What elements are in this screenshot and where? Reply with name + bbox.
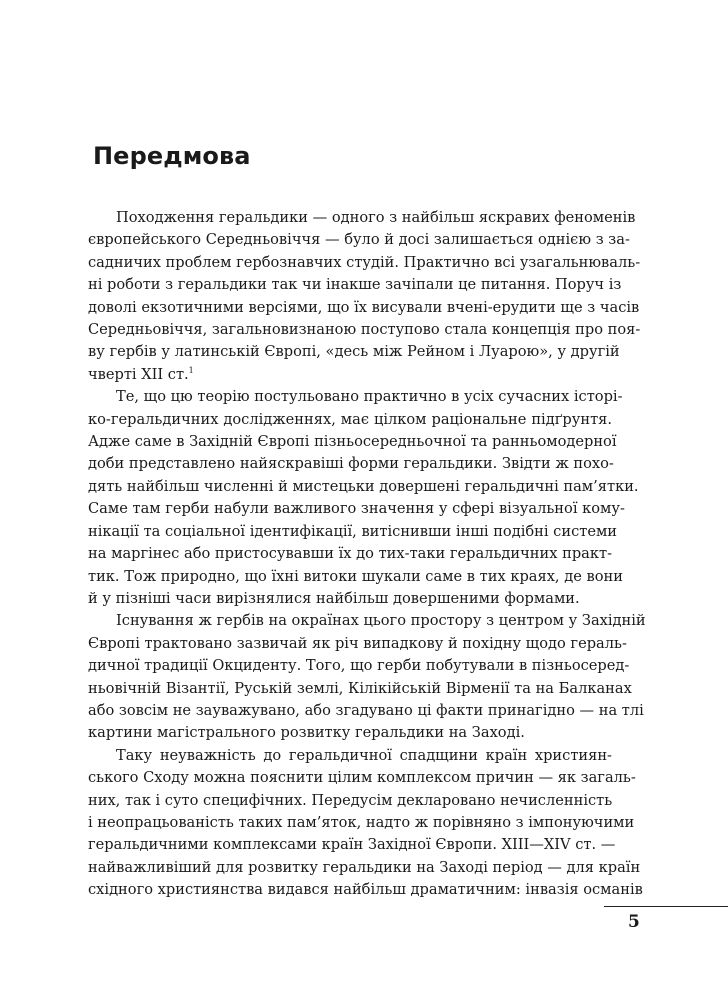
text-line-content: доби представлено найяскравіші форми геральдики. Звідти ж похо- — [88, 455, 614, 473]
text-line-content: дять найбільш численні й мистецьки довершені геральдичні пам’ятки. — [88, 477, 639, 495]
text-line-content: них, так і суто специфічних. Передусім декларовано нечисленність — [88, 791, 613, 809]
text-line-content: Те, що цю теорію постульовано практично в усіх сучасних історі- — [116, 388, 623, 406]
text-line — [88, 745, 612, 767]
text-line-content: найважливіший для розвитку геральдики на Заході період — для країн — [88, 858, 641, 876]
text-line — [88, 678, 632, 700]
text-line — [88, 498, 625, 520]
text-line-content: ньовічній Візантії, Руській землі, Кілікійській Вірменії та на Балканах — [88, 679, 632, 697]
footer-rule — [604, 906, 728, 907]
text-line-content: ко-геральдичних дослідженнях, має цілком раціональне підґрунтя. — [88, 410, 612, 428]
text-line-content: на маргінес або пристосувавши їх до тих-таки геральдичних практ- — [88, 545, 612, 563]
text-line — [88, 655, 630, 677]
text-line — [88, 274, 622, 296]
text-line-content: ні роботи з геральдики так чи інакше зачіпали це питання. Поруч із — [88, 276, 622, 294]
text-line — [88, 364, 612, 386]
text-line — [88, 297, 640, 319]
text-line — [88, 566, 623, 588]
chapter-title: Передмова — [93, 142, 251, 170]
text-line — [88, 610, 646, 632]
text-line — [88, 319, 641, 341]
text-line-content: Середньовіччя, загальновизнаною поступово стала концепція про поя- — [88, 321, 641, 339]
text-line — [88, 588, 612, 610]
text-line-content: чверті XII ст. — [88, 365, 189, 383]
text-line-content: Походження геральдики — одного з найбільш яскравих феноменів — [116, 209, 636, 226]
text-line-content: Існування ж гербів на окраїнах цього простору з центром у Західній — [116, 612, 646, 630]
text-line — [88, 857, 641, 879]
text-line — [88, 767, 636, 789]
text-line — [88, 790, 612, 812]
text-line — [88, 633, 627, 655]
text-line-content: дичної традиції Окциденту. Того, що герби побутували в пізньосеред- — [88, 657, 630, 675]
text-line — [88, 341, 620, 363]
text-line-content: або зовсім не зауважувано, або згадувано ці факти принагідно — на тлі — [88, 701, 644, 719]
text-line-content: і неопрацьованість таких пам’яток, надто ж порівняно з імпонуючими — [88, 813, 635, 831]
page-number: 5 — [628, 912, 640, 932]
text-line-content: доволі екзотичними версіями, що їх висували вчені-ерудити ще з часів — [88, 298, 640, 316]
text-line — [88, 229, 630, 251]
text-line-content: геральдичними комплексами країн Західної Європи. XIII—XIV ст. — — [88, 836, 616, 854]
text-line — [88, 521, 618, 543]
text-line-content: ського Сходу можна пояснити цілим комплексом причин — як загаль- — [88, 769, 636, 787]
body-text — [88, 207, 646, 902]
text-line — [88, 879, 643, 901]
text-line-content: картини магістрального розвитку геральдики на Заході. — [88, 724, 525, 742]
text-line-content: тик. Тож природно, що їхні витоки шукали саме в тих краях, де вони — [88, 567, 623, 585]
text-line — [88, 543, 612, 565]
text-line — [88, 453, 612, 475]
text-line-content: східного християнства видався найбільш драматичним: інвазія османів — [88, 881, 643, 899]
text-line-content: європейського Середньовіччя — було й досі залишається однією з за- — [88, 231, 630, 249]
text-line-content: садничих проблем гербознавчих студій. Практично всі узагальнюваль- — [88, 253, 641, 271]
text-line — [88, 409, 612, 431]
text-line — [88, 700, 644, 722]
text-line — [88, 386, 623, 408]
text-line-content: Європі трактовано зазвичай як річ випадкову й похідну щодо гераль- — [88, 634, 627, 652]
text-line-content: Адже саме в Західній Європі пізньосередньочної та ранньомодерної — [88, 433, 617, 451]
text-line — [88, 812, 635, 834]
text-line-content: й у пізніші часи вирізнялися найбільш довершеними формами. — [88, 589, 580, 607]
text-line — [88, 252, 641, 274]
text-line — [88, 834, 616, 856]
footnote-marker: 1 — [188, 365, 194, 375]
text-line — [88, 476, 639, 498]
text-line-content: Таку неуважність до геральдичної спадщини країн християн- — [116, 746, 612, 764]
text-line — [88, 722, 612, 744]
text-line-content: нікації та соціальної ідентифікації, витіснивши інші подібні системи — [88, 522, 618, 540]
text-line-content: Саме там герби набули важливого значення у сфері візуальної кому- — [88, 500, 625, 518]
text-line-content: ву гербів у латинській Європі, «десь між Рейном і Луарою», у другій — [88, 343, 620, 361]
text-line — [88, 207, 636, 229]
text-line — [88, 431, 617, 453]
